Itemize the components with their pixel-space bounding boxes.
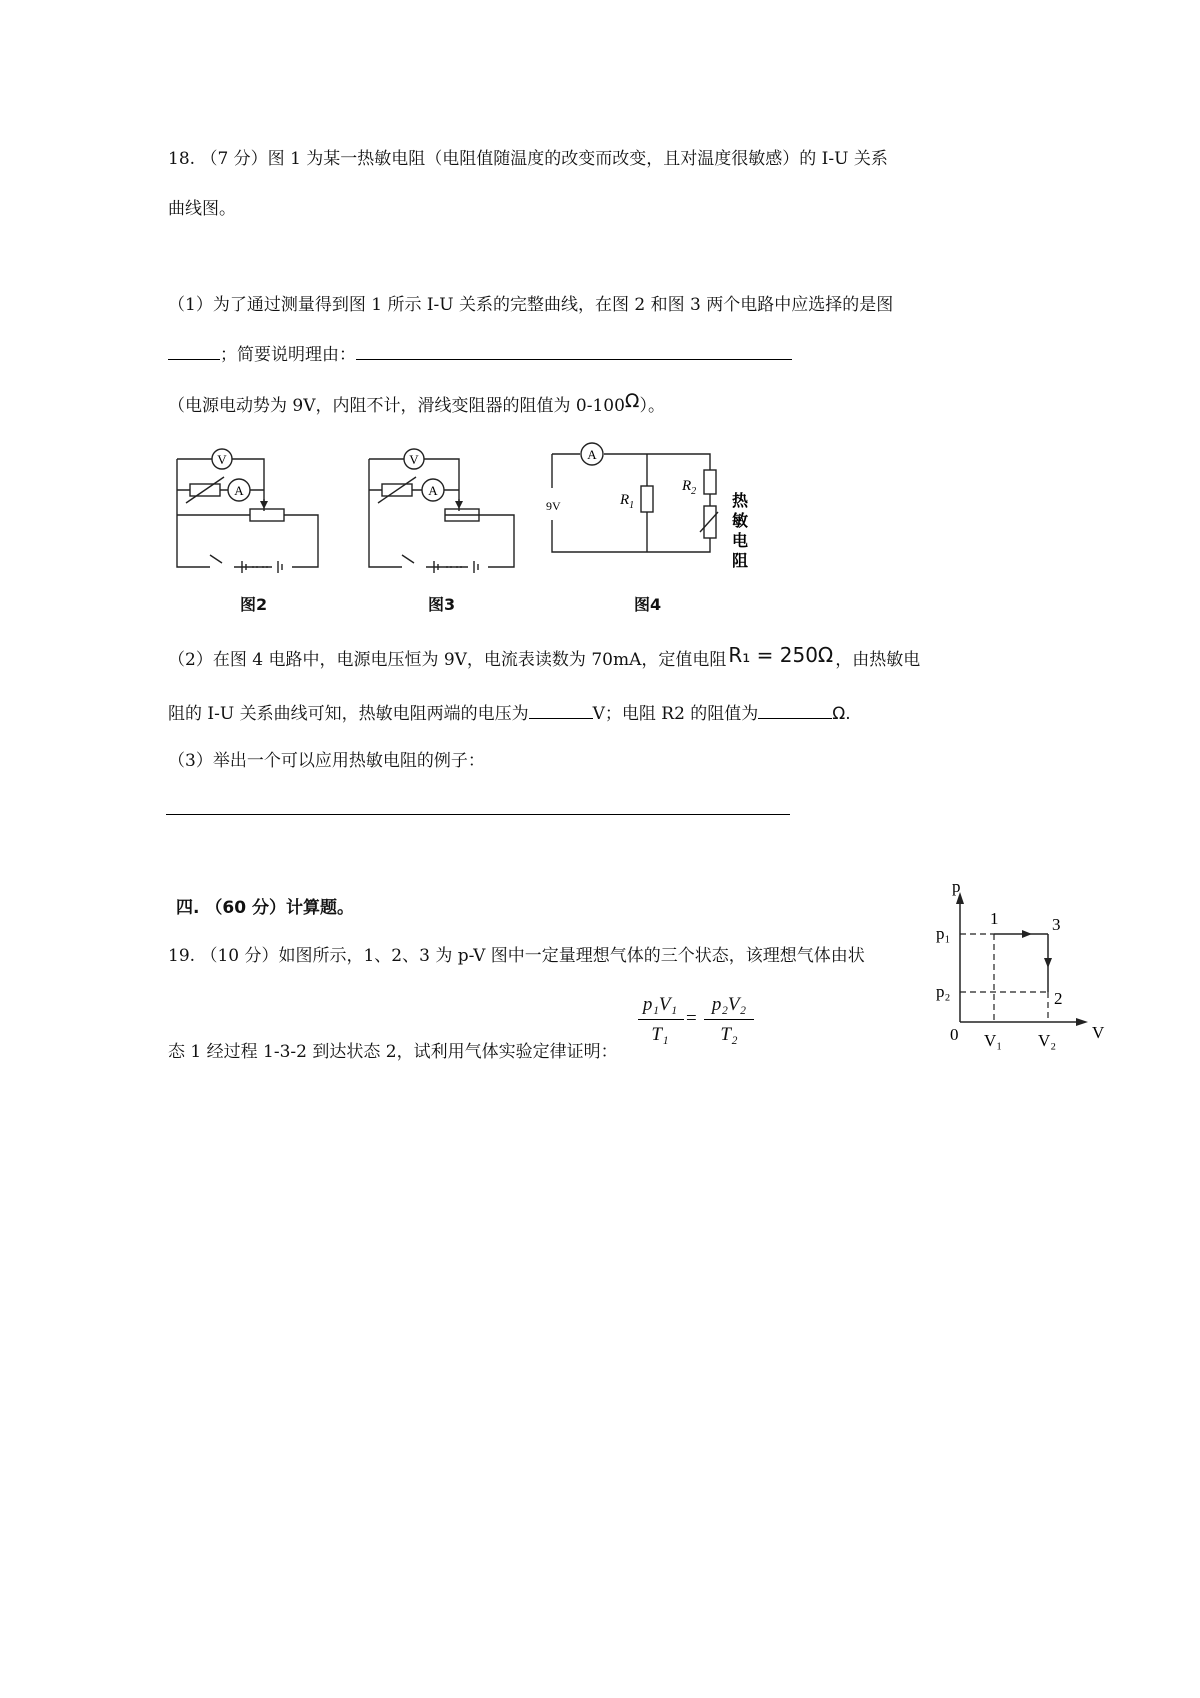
v-axis-arrow-icon <box>1076 1018 1088 1026</box>
svg-text:敏: 敏 <box>732 513 749 530</box>
state1-label: 1 <box>990 909 999 928</box>
figure4-r2-label: $R_2$ <box>682 478 697 497</box>
q18-part2-r2-label: V；电阻 R2 的阻值为 <box>592 704 759 724</box>
figure2-caption: 图2 <box>240 595 268 614</box>
v1-label: V₁ <box>984 1031 1003 1050</box>
q18-stem-line2: 曲线图。 <box>168 199 236 219</box>
section4-heading: 四. （60 分）计算题。 <box>176 898 354 918</box>
figure4-caption: 图4 <box>634 595 662 614</box>
figure3-circuit <box>364 445 524 575</box>
ammeter-label: A <box>234 483 244 498</box>
q18-part1-line2 <box>168 341 792 367</box>
q18-part1-note: （电源电动势为 9V，内阻不计，滑线变阻器的阻值为 0-100 <box>168 396 625 416</box>
q19-equation <box>632 994 758 1056</box>
svg-text:电: 电 <box>732 533 749 550</box>
r1-equation: R₁ = 250Ω <box>728 642 834 667</box>
voltmeter-label: V <box>217 452 227 467</box>
q18-part2-voltage-label: 阻的 I-U 关系曲线可知，热敏电阻两端的电压为 <box>168 704 529 724</box>
ohm-symbol: Ω. <box>832 704 851 724</box>
p-axis-label: p <box>952 880 961 896</box>
p2-label: p₂ <box>936 982 951 1001</box>
answer-blank-example[interactable] <box>166 814 790 815</box>
q18-stem-line1: 18. （7 分）图 1 为某一热敏电阻（电阻值随温度的改变而改变，且对温度很敏感）的 I-U 关系 <box>168 149 888 169</box>
svg-text:热: 热 <box>732 493 749 510</box>
q18-part2-text: （2）在图 4 电路中，电源电压恒为 9V，电流表读数为 70mA，定值电阻 <box>168 650 727 670</box>
origin-label: 0 <box>950 1025 959 1044</box>
q18-part3-line1: （3）举出一个可以应用热敏电阻的例子： <box>168 751 485 771</box>
p1-label: p₁ <box>936 924 951 943</box>
answer-blank-reason[interactable] <box>356 341 792 360</box>
state2-label: 2 <box>1054 989 1063 1008</box>
equation-equals: = <box>686 1008 697 1029</box>
figure4-source-label: 9V <box>546 499 561 513</box>
ammeter-label: A <box>587 447 597 462</box>
q18-part2-text-end: ，由热敏电 <box>835 650 921 670</box>
answer-blank-figure[interactable] <box>168 341 220 360</box>
figure4-thermistor-label <box>732 492 749 570</box>
q18-part1-line3 <box>168 390 665 418</box>
answer-blank-r2[interactable] <box>758 700 832 719</box>
answer-blank-voltage[interactable] <box>529 700 593 719</box>
q18-part1-note-end: ）。 <box>639 396 665 416</box>
figure4-r1-label: $R_1$ <box>620 492 635 511</box>
ohm-symbol: Ω <box>624 390 640 412</box>
figure4-circuit <box>540 440 760 580</box>
svg-text:阻: 阻 <box>732 553 749 570</box>
q18-part1-reason-label: ；简要说明理由： <box>220 345 356 365</box>
equation-lhs-denominator: T₁ <box>651 1024 669 1045</box>
pv-graph <box>930 880 1110 1060</box>
q18-part2-line1 <box>168 642 921 673</box>
q18-part1-line1: （1）为了通过测量得到图 1 所示 I-U 关系的完整曲线，在图 2 和图 3 两个电路中应选择的是图 <box>168 295 894 315</box>
equation-lhs-numerator: p₁V₁ <box>642 994 678 1015</box>
v-axis-label: V <box>1092 1023 1105 1042</box>
process-arrow-down-icon <box>1044 958 1052 968</box>
figure2-circuit <box>172 445 327 575</box>
q19-line2: 态 1 经过程 1-3-2 到达状态 2，试利用气体实验定律证明： <box>168 1042 618 1062</box>
equation-rhs-numerator: p₂V₂ <box>711 994 747 1015</box>
state3-label: 3 <box>1052 915 1061 934</box>
ammeter-label: A <box>428 483 438 498</box>
voltmeter-label: V <box>409 452 419 467</box>
figure3-caption: 图3 <box>428 595 456 614</box>
equation-rhs-denominator: T₂ <box>720 1024 738 1045</box>
q19-line1: 19. （10 分）如图所示，1、2、3 为 p-V 图中一定量理想气体的三个状态，该理想气体由状 <box>168 946 865 966</box>
v2-label: V₂ <box>1038 1031 1057 1050</box>
process-arrow-right-icon <box>1022 930 1032 938</box>
q18-part2-line2 <box>168 700 851 726</box>
